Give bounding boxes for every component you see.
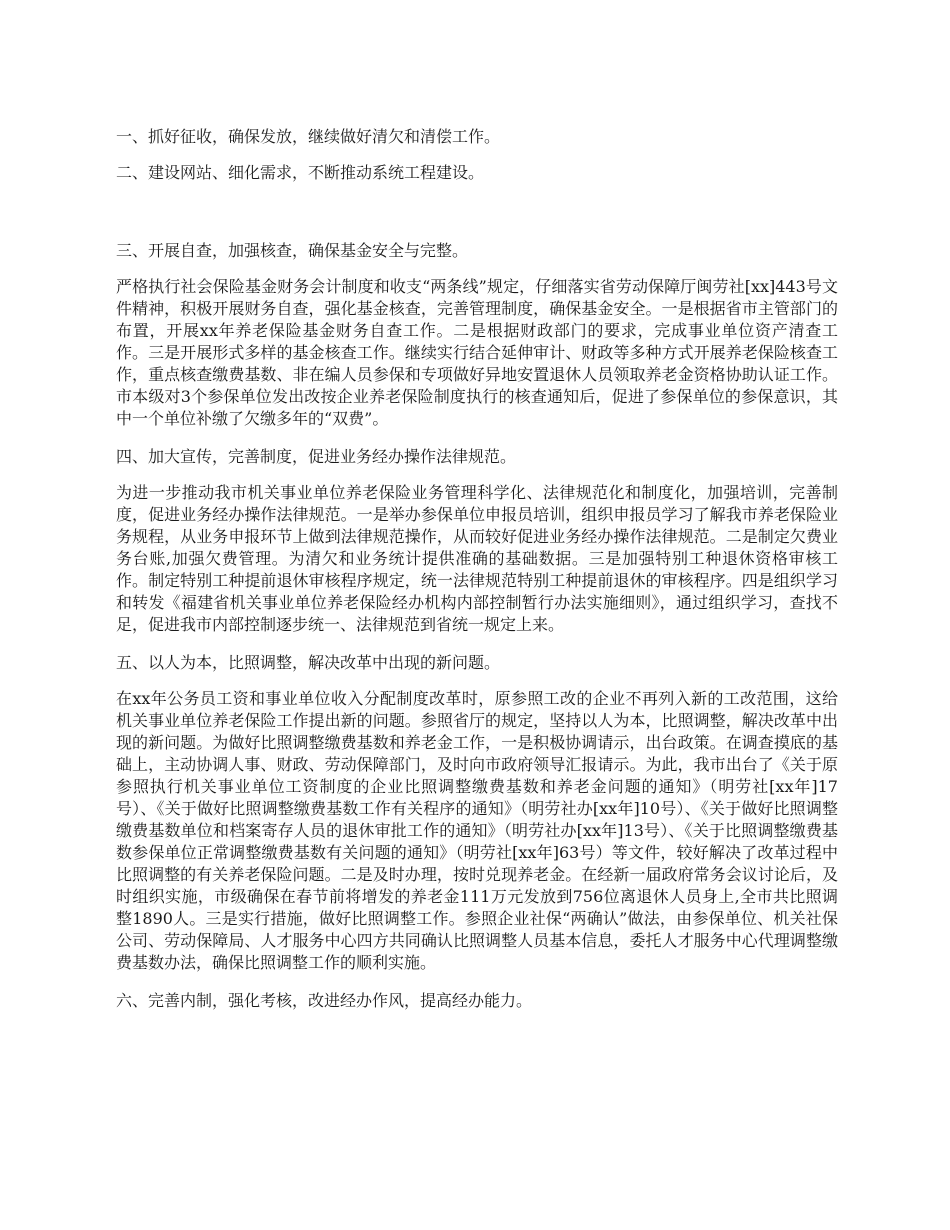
section-heading-1: 一、抓好征收，确保发放，继续做好清欠和清偿工作。 <box>116 127 501 146</box>
section-body-4: 为进一步推动我市机关事业单位养老保险业务管理科学化、法律规范化和制度化，加强培训，完善制度，促进业务经办操作法律规范。一是举办参保单位申报员培训，组织申报员学习了解我市养老保险业务规程，从业务申报环节上做到法律规范操作，从而较好促进业务经办操作法律规范。二是制定欠费业务台账,加强欠费管理。为清欠和业务统计提供准确的基础数据。三是加强特别工种退休资格审核工作。制定特别工种提前退休审核程序规定，统一法律规范特别工种提前退休的审核程序。四是组织学习和转发《福建省机关事业单位养老保险经办机构内部控制暂行办法实施细则》，通过组织学习，查找不足，促进我市内部控制逐步统一、法律规范到省统一规定上来。 <box>116 483 838 634</box>
section-heading-4: 四、加大宣传，完善制度，促进业务经办操作法律规范。 <box>116 447 517 466</box>
section-body-3: 严格执行社会保险基金财务会计制度和收支“两条线”规定，仔细落实省劳动保障厅闽劳社[xx]443号文件精神，积极开展财务自查，强化基金核查，完善管理制度，确保基金安全。一是根据省市主管部门的布置，开展xx年养老保险基金财务自查工作。二是根据财政部门的要求，完成事业单位资产清查工作。三是开展形式多样的基金核查工作。继续实行结合延伸审计、财政等多种方式开展养老保险核查工作，重点核查缴费基数、非在编人员参保和专项做好异地安置退休人员领取养老金资格协助认证工作。市本级对3个参保单位发出改按企业养老保险制度执行的核查通知后，促进了参保单位的参保意识，其中一个单位补缴了欠缴多年的“双费”。 <box>116 277 838 428</box>
section-heading-2: 二、建设网站、细化需求，不断推动系统工程建设。 <box>116 163 485 182</box>
document-page <box>116 126 838 1026</box>
section-heading-3: 三、开展自查，加强核查，确保基金安全与完整。 <box>116 241 469 260</box>
section-body-5: 在xx年公务员工资和事业单位收入分配制度改革时，原参照工改的企业不再列入新的工改范围，这给机关事业单位养老保险工作提出新的问题。参照省厅的规定，坚持以人为本，比照调整，解决改革中出现的新问题。为做好比照调整缴费基数和养老金工作，一是积极协调请示，出台政策。在调查摸底的基础上，主动协调人事、财政、劳动保障部门，及时向市政府领导汇报请示。为此，我市出台了《关于原参照执行机关事业单位工资制度的企业比照调整缴费基数和养老金问题的通知》（明劳社[xx年]17号）、《关于做好比照调整缴费基数工作有关程序的通知》（明劳社办[xx年]10号）、《关于做好比照调整缴费基数单位和档案寄存人员的退休审批工作的通知》（明劳社办[xx年]13号）、《关于比照调整缴费基数参保单位正常调整缴费基数有关问题的通知》（明劳社[xx年]63号）等文件，较好解决了改革过程中比照调整的有关养老保险问题。二是及时办理，按时兑现养老金。在经新一届政府常务会议讨论后，及时组织实施，市级确保在春节前将增发的养老金111万元发放到756位离退休人员身上,全市共比照调整1890人。三是实行措施，做好比照调整工作。参照企业社保“两确认”做法，由参保单位、机关社保公司、劳动保障局、人才服务中心四方共同确认比照调整人员基本信息，委托人才服务中心代理调整缴费基数办法，确保比照调整工作的顺利实施。 <box>116 689 838 972</box>
section-heading-6: 六、完善内制，强化考核，改进经办作风，提高经办能力。 <box>116 991 533 1010</box>
blank-gap <box>116 198 838 240</box>
section-heading-5: 五、以人为本，比照调整，解决改革中出现的新问题。 <box>116 653 501 672</box>
